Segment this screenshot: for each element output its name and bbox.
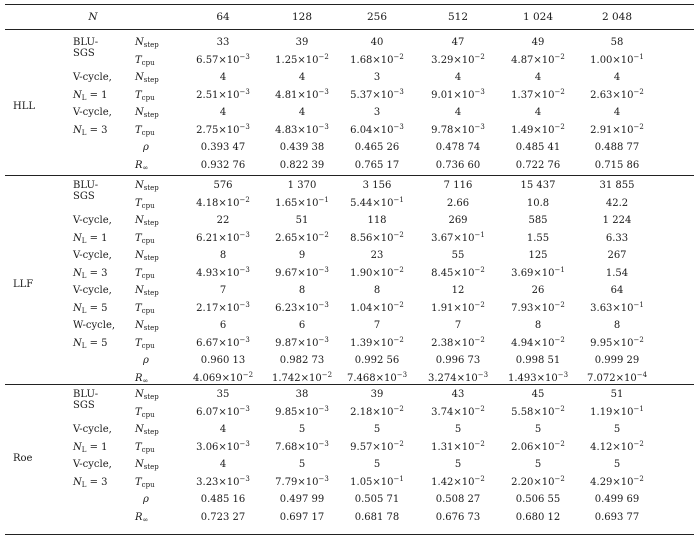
method-label: $N_L = 1$ [73, 232, 108, 245]
table-cell: $2.51\times 10^{-3}$ [196, 87, 250, 101]
table-cell: 3 [373, 107, 381, 118]
table-cell: 267 [607, 250, 627, 261]
table-cell: 45 [531, 389, 545, 400]
table-cell: 0.992 56 [354, 355, 400, 366]
table-cell: 0.465 26 [354, 142, 400, 153]
table-cell: $7.072\times 10^{-4}$ [586, 370, 648, 384]
table-cell: 4 [534, 107, 542, 118]
table-cell: 0.505 71 [354, 494, 400, 505]
metric-symbol: $N_{step}$ [135, 180, 159, 192]
table-cell: 0.485 16 [200, 494, 246, 505]
table-cell: $6.23\times 10^{-3}$ [275, 300, 329, 314]
table-cell: 4 [219, 424, 227, 435]
table-cell: 38 [295, 389, 309, 400]
table-cell: 0.439 38 [279, 142, 325, 153]
header-col-5: 2 048 [601, 11, 633, 23]
metric-symbol: $T_{cpu}$ [135, 441, 155, 454]
table-cell: 0.998 51 [515, 355, 561, 366]
metric-symbol: $T_{cpu}$ [135, 406, 155, 419]
table-cell: 0.715 86 [594, 159, 640, 171]
metric-symbol: $T_{cpu}$ [135, 302, 155, 315]
table-cell: $3.06\times 10^{-3}$ [196, 439, 250, 453]
method-label: SGS [73, 47, 95, 59]
table-cell: $6.57\times 10^{-3}$ [196, 52, 250, 66]
table-cell: 8 [534, 320, 542, 331]
table-cell: $3.23\times 10^{-3}$ [196, 474, 250, 488]
method-label: $N_L = 3$ [73, 267, 108, 280]
method-label: V-cycle, [73, 250, 112, 261]
method-label: $N_L = 1$ [73, 89, 108, 102]
method-label: $N_L = 5$ [73, 337, 108, 350]
table-cell: 0.822 39 [279, 159, 325, 171]
table-cell: 4 [298, 107, 306, 118]
table-cell: 118 [367, 215, 387, 226]
metric-symbol: $T_{cpu}$ [135, 124, 155, 137]
table-cell: $2.17\times 10^{-3}$ [196, 300, 250, 314]
table-cell: $2.63\times 10^{-2}$ [590, 87, 644, 101]
table-cell: 5 [298, 459, 306, 470]
table-cell: $9.01\times 10^{-3}$ [431, 87, 485, 101]
table-cell: 5 [373, 424, 381, 435]
metric-symbol: $N_{step}$ [135, 215, 159, 227]
metric-symbol: $T_{cpu}$ [135, 267, 155, 280]
metric-symbol: $N_{step}$ [135, 459, 159, 471]
table-cell: 7 116 [443, 180, 473, 191]
table-cell: $1.91\times 10^{-2}$ [431, 300, 485, 314]
metric-symbol: ρ [143, 494, 149, 505]
table-cell: 40 [370, 37, 384, 48]
table-cell: 15 437 [520, 180, 556, 191]
table-cell: $2.20\times 10^{-2}$ [511, 474, 565, 488]
table-cell: $2.06\times 10^{-2}$ [511, 439, 565, 453]
table-cell: $1.37\times 10^{-2}$ [511, 87, 565, 101]
metric-symbol: $T_{cpu}$ [135, 89, 155, 102]
table-cell: $1.493\times 10^{-3}$ [507, 370, 569, 384]
table-cell: $1.90\times 10^{-2}$ [350, 265, 404, 279]
table-cell: 5 [613, 424, 621, 435]
table-cell: $1.742\times 10^{-2}$ [271, 370, 333, 384]
table-cell: 585 [528, 215, 548, 226]
bottom-rule [5, 534, 694, 535]
metric-symbol: $N_{step}$ [135, 37, 159, 49]
method-label: $N_L = 3$ [73, 476, 108, 489]
table-cell: 5 [534, 424, 542, 435]
table-cell: $9.78\times 10^{-3}$ [431, 122, 485, 136]
table-cell: $7.79\times 10^{-3}$ [275, 474, 329, 488]
table-cell: 4 [219, 459, 227, 470]
table-cell: $8.45\times 10^{-2}$ [431, 265, 485, 279]
table-cell: $3.274\times 10^{-3}$ [427, 370, 489, 384]
table-cell: 0.697 17 [279, 511, 325, 523]
table-cell: 10.8 [526, 197, 550, 209]
table-cell: $1.68\times 10^{-2}$ [350, 52, 404, 66]
metric-symbol: $T_{cpu}$ [135, 337, 155, 350]
table-cell: $2.38\times 10^{-2}$ [431, 335, 485, 349]
table-cell: 0.680 12 [515, 511, 561, 523]
method-label: W-cycle, [73, 320, 116, 331]
table-cell: 8 [373, 285, 381, 296]
table-cell: 5 [534, 459, 542, 470]
table-cell: 0.982 73 [279, 355, 325, 366]
metric-symbol: $R_\infty$ [135, 372, 149, 385]
table-cell: $3.63\times 10^{-1}$ [590, 300, 644, 314]
table-cell: 0.765 17 [354, 159, 400, 171]
table-cell: 0.508 27 [435, 494, 481, 505]
metric-symbol: $R_\infty$ [135, 159, 149, 172]
table-cell: $1.00\times 10^{-1}$ [590, 52, 644, 66]
table-cell: $4.18\times 10^{-2}$ [196, 195, 250, 209]
group-label-hll: HLL [13, 101, 36, 112]
table-cell: 0.488 77 [594, 142, 640, 153]
table-cell: $5.58\times 10^{-2}$ [511, 404, 565, 418]
method-label: V-cycle, [73, 72, 112, 83]
table-cell: 4 [298, 72, 306, 83]
table-cell: $2.65\times 10^{-2}$ [275, 230, 329, 244]
table-cell: 5 [454, 424, 462, 435]
divider-rule [5, 175, 694, 176]
method-label: V-cycle, [73, 285, 112, 296]
table-cell: 12 [451, 285, 465, 296]
method-label: V-cycle, [73, 424, 112, 435]
method-label: $N_L = 3$ [73, 124, 108, 137]
metric-symbol: $N_{step}$ [135, 424, 159, 436]
table-cell: 8 [298, 285, 306, 296]
table-cell: 4 [219, 107, 227, 118]
table-cell: $4.069\times 10^{-2}$ [192, 370, 254, 384]
metric-symbol: ρ [143, 355, 149, 366]
metric-symbol: $R_\infty$ [135, 511, 149, 524]
table-cell: $2.18\times 10^{-2}$ [350, 404, 404, 418]
table-cell: 4 [454, 72, 462, 83]
top-rule [5, 4, 694, 5]
method-label: $N_L = 5$ [73, 302, 108, 315]
table-cell: 55 [451, 250, 465, 261]
table-cell: 8 [219, 250, 227, 261]
table-cell: 4 [219, 72, 227, 83]
header-col-1: 128 [291, 11, 313, 23]
table-cell: 0.676 73 [435, 511, 481, 523]
table-cell: $3.74\times 10^{-2}$ [431, 404, 485, 418]
table-cell: 3 [373, 72, 381, 83]
table-cell: 5 [613, 459, 621, 470]
table-cell: 39 [370, 389, 384, 400]
table-cell: 0.960 13 [200, 355, 246, 366]
table-cell: $2.75\times 10^{-3}$ [196, 122, 250, 136]
table-cell: 125 [528, 250, 548, 261]
table-cell: $3.69\times 10^{-1}$ [511, 265, 565, 279]
table-cell: $4.94\times 10^{-2}$ [511, 335, 565, 349]
table-cell: 0.999 29 [594, 355, 640, 366]
table-cell: 26 [531, 285, 545, 296]
table-cell: 0.722 76 [515, 159, 561, 171]
table-cell: $4.83\times 10^{-3}$ [275, 122, 329, 136]
table-cell: $9.85\times 10^{-3}$ [275, 404, 329, 418]
table-cell: $3.29\times 10^{-2}$ [431, 52, 485, 66]
table-cell: 1 224 [602, 215, 632, 226]
header-col-4: 1 024 [522, 11, 554, 23]
table-cell: 7 [373, 320, 381, 331]
table-cell: $6.07\times 10^{-3}$ [196, 404, 250, 418]
table-cell: $1.05\times 10^{-1}$ [350, 474, 404, 488]
table-cell: 0.497 99 [279, 494, 325, 505]
table-cell: $1.49\times 10^{-2}$ [511, 122, 565, 136]
method-label: BLU- [73, 389, 99, 400]
metric-symbol: $N_{step}$ [135, 285, 159, 297]
table-cell: 0.499 69 [594, 494, 640, 505]
table-cell: 0.478 74 [435, 142, 481, 153]
table-cell: 47 [451, 37, 465, 48]
table-cell: $5.37\times 10^{-3}$ [350, 87, 404, 101]
metric-symbol: ρ [143, 142, 149, 153]
table-cell: 31 855 [599, 180, 635, 191]
table-cell: 49 [531, 37, 545, 48]
method-label: BLU- [73, 180, 99, 191]
table-cell: 33 [216, 37, 230, 48]
table-cell: 0.393 47 [200, 142, 246, 153]
metric-symbol: $N_{step}$ [135, 107, 159, 119]
table-cell: $9.57\times 10^{-2}$ [350, 439, 404, 453]
table-cell: $4.93\times 10^{-3}$ [196, 265, 250, 279]
table-cell: 39 [295, 37, 309, 48]
divider-rule [5, 29, 694, 30]
group-label-llf: LLF [13, 279, 34, 290]
table-cell: $4.87\times 10^{-2}$ [511, 52, 565, 66]
metric-symbol: $N_{step}$ [135, 320, 159, 332]
table-cell: 51 [610, 389, 624, 400]
table-cell: 4 [454, 107, 462, 118]
table-cell: $1.39\times 10^{-2}$ [350, 335, 404, 349]
table-cell: 5 [454, 459, 462, 470]
method-label: SGS [73, 399, 95, 411]
table-cell: $6.21\times 10^{-3}$ [196, 230, 250, 244]
table-cell: 0.996 73 [435, 355, 481, 366]
table-cell: 3 156 [362, 180, 392, 191]
table-cell: 23 [370, 250, 384, 261]
table-cell: 0.693 77 [594, 511, 640, 523]
table-cell: 35 [216, 389, 230, 400]
table-cell: 1.55 [526, 232, 550, 244]
table-cell: 5 [298, 424, 306, 435]
metric-symbol: $T_{cpu}$ [135, 476, 155, 489]
table-cell: $1.31\times 10^{-2}$ [431, 439, 485, 453]
table-cell: 6 [219, 320, 227, 331]
table-cell: 51 [295, 215, 309, 226]
table-cell: $8.56\times 10^{-2}$ [350, 230, 404, 244]
table-cell: 6 [298, 320, 306, 331]
table-cell: 269 [448, 215, 468, 226]
table-cell: $9.95\times 10^{-2}$ [590, 335, 644, 349]
table-cell: $7.68\times 10^{-3}$ [275, 439, 329, 453]
table-cell: $4.12\times 10^{-2}$ [590, 439, 644, 453]
table-cell: 1.54 [605, 267, 629, 279]
table-cell: $1.19\times 10^{-1}$ [590, 404, 644, 418]
table-cell: $1.42\times 10^{-2}$ [431, 474, 485, 488]
table-cell: $7.93\times 10^{-2}$ [511, 300, 565, 314]
table-cell: $7.468\times 10^{-3}$ [346, 370, 408, 384]
table-cell: $5.44\times 10^{-1}$ [350, 195, 404, 209]
metric-symbol: $T_{cpu}$ [135, 197, 155, 210]
table-cell: $9.87\times 10^{-3}$ [275, 335, 329, 349]
table-cell: $1.04\times 10^{-2}$ [350, 300, 404, 314]
table-cell: 0.485 41 [515, 142, 561, 153]
metric-symbol: $N_{step}$ [135, 389, 159, 401]
table-cell: 1 370 [287, 180, 317, 191]
table-cell: 6.33 [605, 232, 629, 244]
method-label: SGS [73, 190, 95, 202]
table-cell: 0.681 78 [354, 511, 400, 523]
table-cell: 58 [610, 37, 624, 48]
method-label: V-cycle, [73, 107, 112, 118]
table-cell: $3.67\times 10^{-1}$ [431, 230, 485, 244]
table-cell: $1.25\times 10^{-2}$ [275, 52, 329, 66]
table-cell: 64 [610, 285, 624, 296]
table-cell: 8 [613, 320, 621, 331]
table-cell: 43 [451, 389, 465, 400]
table-cell: 7 [454, 320, 462, 331]
method-label: V-cycle, [73, 459, 112, 470]
table-cell: $9.67\times 10^{-3}$ [275, 265, 329, 279]
table-cell: 4 [613, 107, 621, 118]
metric-symbol: $N_{step}$ [135, 72, 159, 84]
table-cell: $1.65\times 10^{-1}$ [275, 195, 329, 209]
method-label: BLU- [73, 37, 99, 48]
table-cell: 0.736 60 [435, 159, 481, 171]
table-cell: $4.81\times 10^{-3}$ [275, 87, 329, 101]
table-cell: 2.66 [446, 197, 470, 209]
table-cell: 0.723 27 [200, 511, 246, 523]
table-cell: 7 [219, 285, 227, 296]
header-col-2: 256 [366, 11, 388, 23]
group-label-roe: Roe [13, 453, 33, 464]
table-cell: 5 [373, 459, 381, 470]
metric-symbol: $T_{cpu}$ [135, 232, 155, 245]
table-cell: 42.2 [605, 197, 629, 209]
table-cell: $2.91\times 10^{-2}$ [590, 122, 644, 136]
method-label: $N_L = 1$ [73, 441, 108, 454]
table-cell: 4 [534, 72, 542, 83]
table-cell: 576 [213, 180, 233, 191]
metric-symbol: $T_{cpu}$ [135, 54, 155, 67]
header-n-label: N [88, 11, 98, 23]
table-cell: $6.67\times 10^{-3}$ [196, 335, 250, 349]
table-cell: 0.506 55 [515, 494, 561, 505]
table-cell: $6.04\times 10^{-3}$ [350, 122, 404, 136]
table-cell: $4.29\times 10^{-2}$ [590, 474, 644, 488]
header-col-0: 64 [216, 11, 230, 23]
table-cell: 22 [216, 215, 230, 226]
method-label: V-cycle, [73, 215, 112, 226]
table-cell: 4 [613, 72, 621, 83]
table-cell: 0.932 76 [200, 159, 246, 171]
metric-symbol: $N_{step}$ [135, 250, 159, 262]
table-cell: 9 [298, 250, 306, 261]
header-col-3: 512 [447, 11, 469, 23]
